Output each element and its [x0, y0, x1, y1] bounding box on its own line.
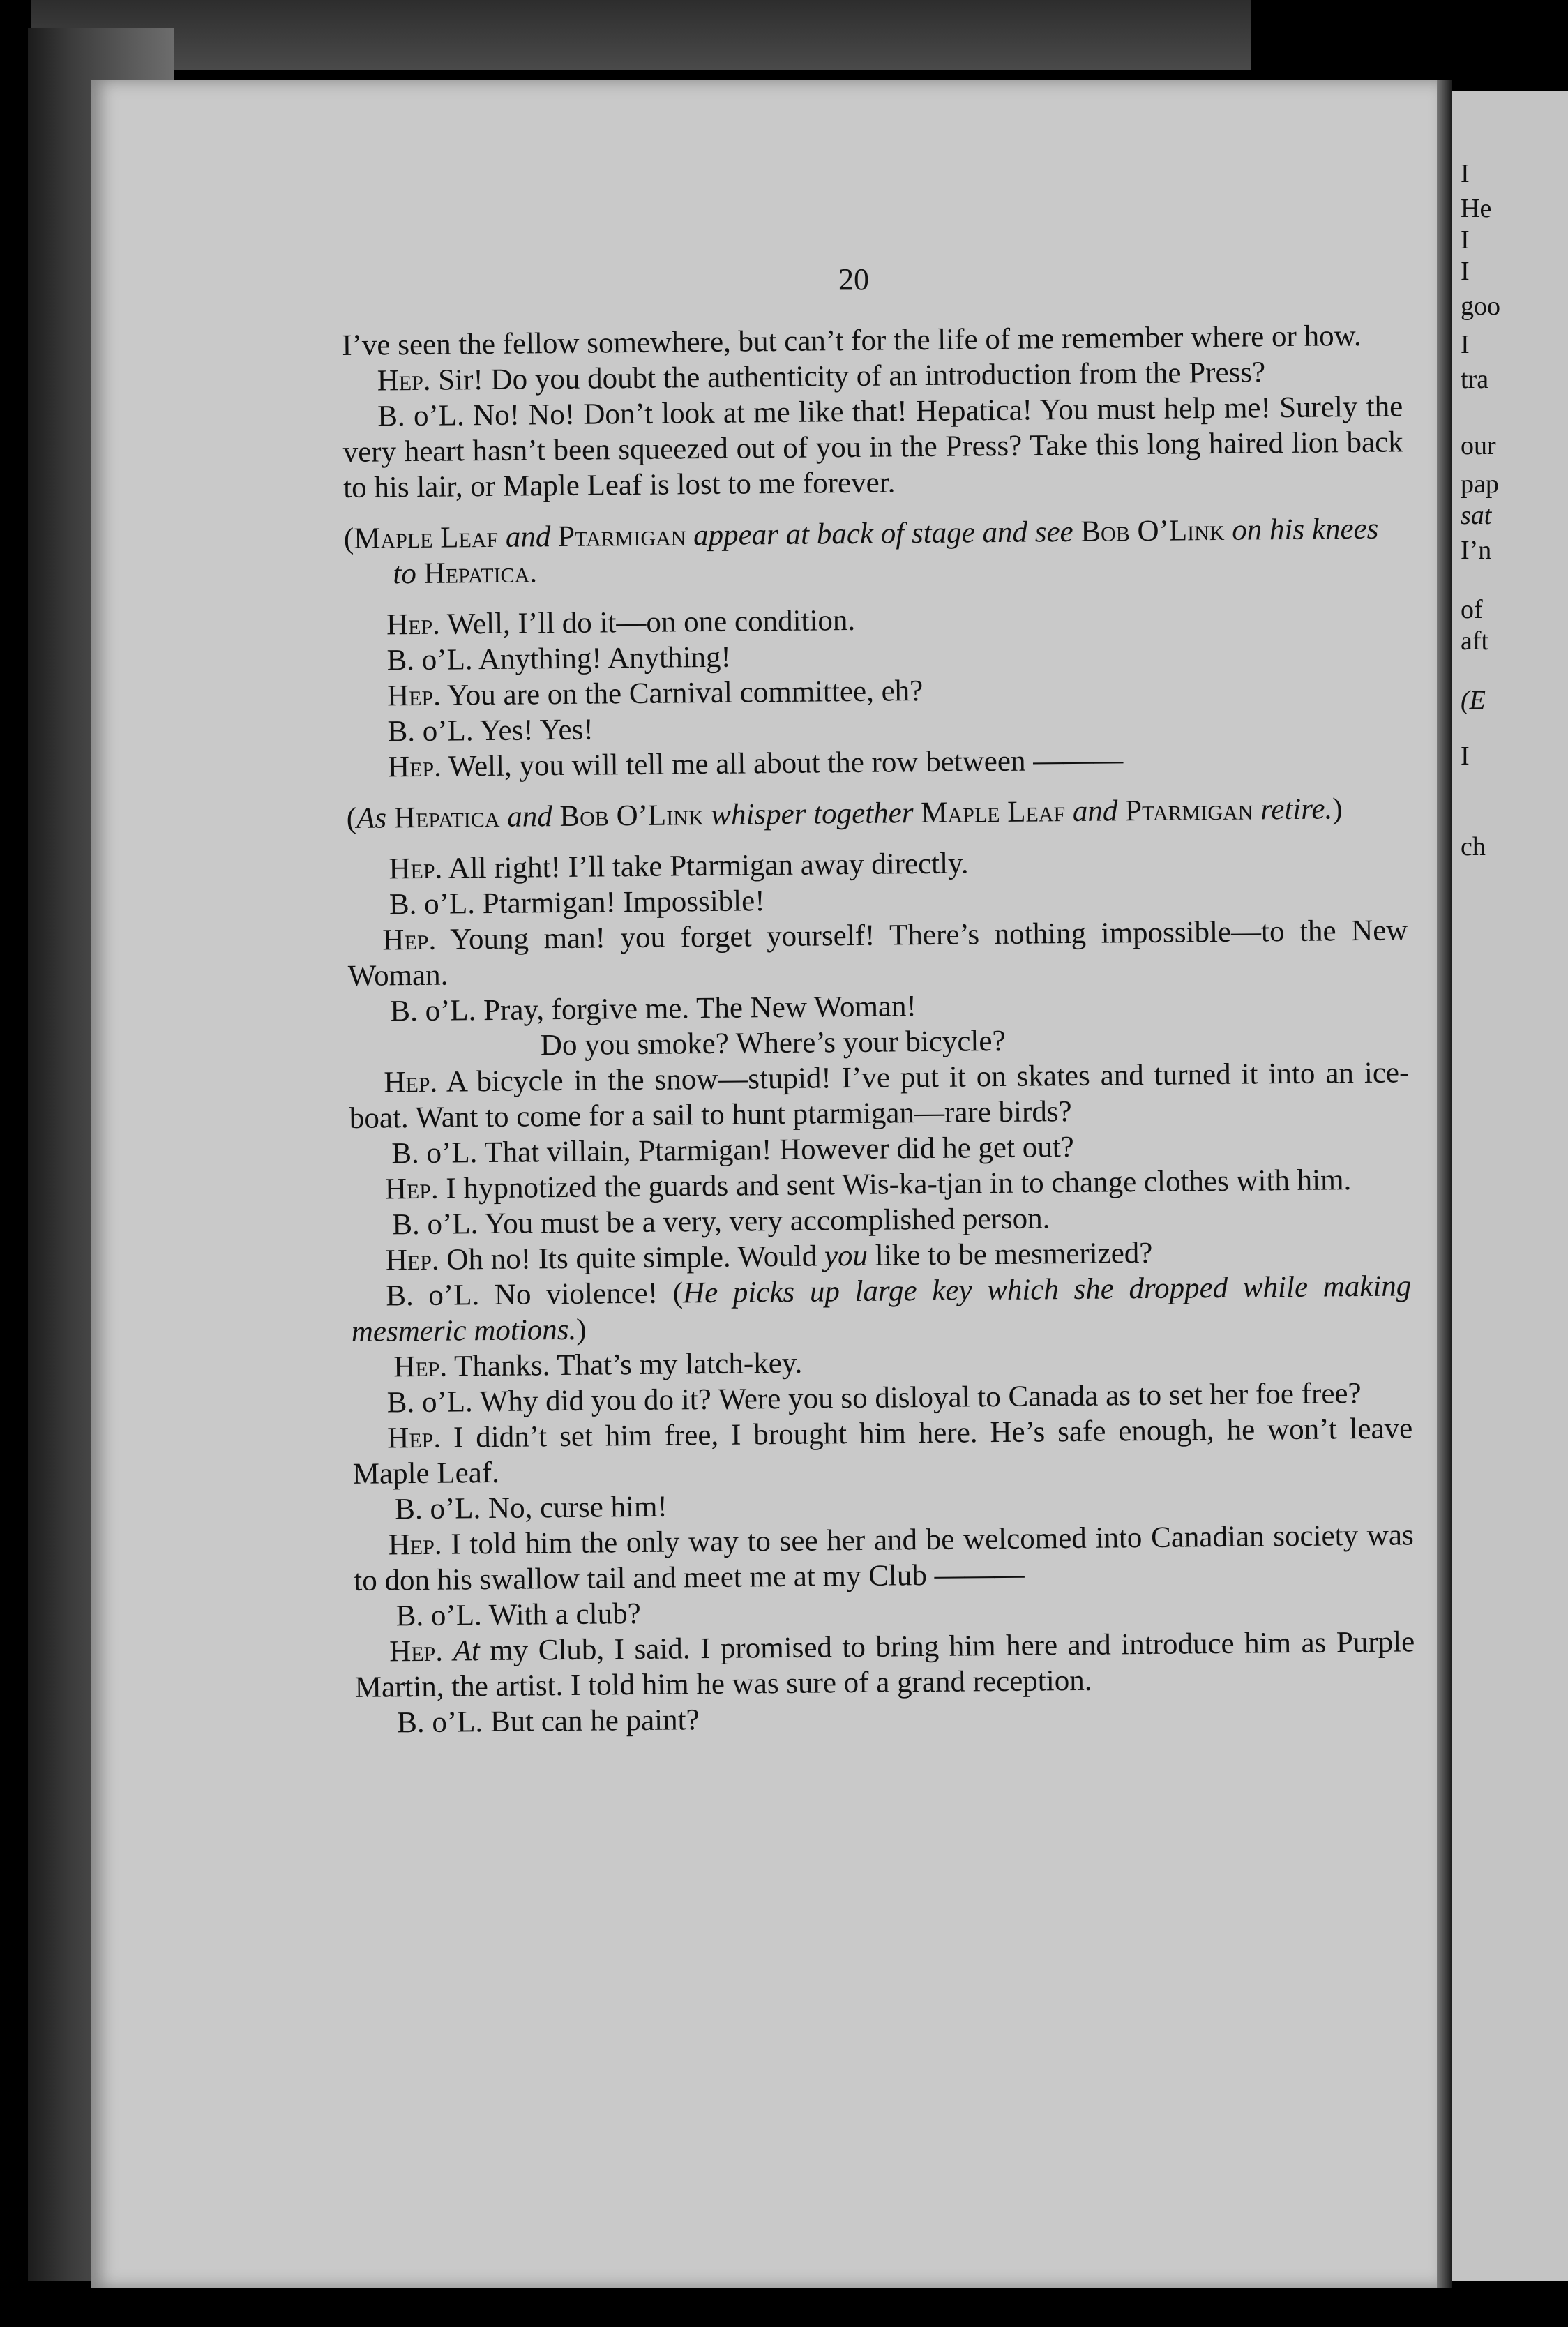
italic-text: on his knees to	[393, 512, 1379, 591]
facing-page-line: I	[1461, 330, 1470, 359]
speaker-name: Hep.	[385, 1243, 439, 1277]
text-run: (	[343, 522, 354, 555]
italic-text: appear at back of stage and see	[686, 515, 1081, 552]
facing-page-fragment	[1452, 91, 1568, 2281]
speaker-name: Maple Leaf	[354, 520, 499, 555]
text-run: I didn’t set him free, I brought him here. He’s safe enough, he won’t leave Maple Leaf.	[352, 1412, 1413, 1491]
speaker-name: Hep.	[393, 1350, 448, 1384]
facing-page-line: of	[1461, 595, 1483, 624]
speaker-name: Hep.	[386, 679, 442, 713]
facing-page-line: aft	[1461, 626, 1489, 656]
text-run: B. o’L. With a club?	[395, 1597, 641, 1633]
speaker-name: Hep.	[389, 852, 443, 886]
facing-page-line: I’n	[1461, 536, 1492, 565]
dialogue-line	[349, 1055, 1410, 1136]
text-run: Do you smoke? Where’s your bicycle?	[540, 1024, 1006, 1062]
text-run: Well, I’ll do it—on one condition.	[439, 603, 856, 641]
speaker-name: Hep.	[382, 923, 437, 957]
facing-page-line: I	[1461, 257, 1470, 286]
text-run: Oh no! Its quite simple. Would	[439, 1240, 825, 1277]
facing-page-line: goo	[1461, 292, 1500, 321]
text-run: my Club, I said. I promised to bring him here and introduce him as Purple Martin, the artist. I told him he was sure of a grand reception.	[354, 1625, 1415, 1704]
speaker-name: Maple Leaf	[921, 795, 1066, 830]
text-run: B. o’L. No, curse him!	[395, 1490, 668, 1526]
italic-text: and	[499, 800, 560, 834]
dialogue-line	[342, 389, 1403, 506]
text-run: B. o’L. No violence! (	[386, 1277, 684, 1313]
page-gutter	[1437, 80, 1452, 2288]
speaker-name: Bob O’Link	[559, 799, 704, 834]
facing-page-line: I	[1461, 225, 1470, 255]
speaker-name: Hep.	[384, 1065, 438, 1099]
dialogue-line	[354, 1517, 1415, 1599]
dialogue-line	[347, 912, 1408, 994]
text-run: Sir! Do you doubt the authenticity of an introduction from the Press?	[430, 356, 1266, 397]
speaker-name: Bob O’Link	[1080, 513, 1225, 548]
facing-page-line: sat	[1461, 501, 1492, 530]
facing-page-line: I	[1461, 741, 1470, 771]
text-run: All right! I’ll take Ptarmigan away directly.	[442, 847, 969, 885]
italic-text: and	[497, 520, 559, 554]
speaker-name: Hep.	[377, 363, 431, 398]
text-run: )	[576, 1313, 587, 1346]
italic-text: you	[824, 1239, 868, 1273]
text-run: Thanks. That’s my latch-key.	[446, 1346, 803, 1383]
stage-direction	[347, 790, 1407, 836]
text-run: B. o’L. No! No! Don’t look at me like that! Hepatica! You must help me! Surely the very heart hasn’t been squeezed out of you in the Press? Take this long haired lion back to his lair, or Maple Leaf is lost to me forever.	[342, 390, 1403, 504]
facing-page-line: (E	[1461, 686, 1486, 715]
italic-text: At	[453, 1634, 481, 1668]
text-run: I’ve seen the fellow somewhere, but can’t for the life of me remember where or how.	[342, 319, 1362, 362]
text-run: Young man! you forget yourself! There’s nothing impossible—to the New Woman.	[347, 914, 1408, 993]
text-run: Well, you will tell me all about the row between ———	[441, 744, 1124, 783]
dialogue-line	[351, 1268, 1412, 1350]
text-run: You are on the Carnival committee, eh?	[440, 675, 924, 712]
facing-page-line: tra	[1461, 365, 1489, 394]
text-run: (	[346, 801, 357, 835]
italic-text: whisper together	[703, 797, 921, 832]
text-run: )	[1332, 792, 1343, 826]
speaker-name: Ptarmigan	[1124, 793, 1253, 828]
facing-page-line: He	[1461, 194, 1492, 223]
text-run: B. o’L. But can he paint?	[396, 1703, 700, 1740]
facing-page-line: our	[1461, 431, 1496, 460]
text-run: B. o’L. Why did you do it? Were you so disloyal to Canada as to set her foe free?	[386, 1377, 1362, 1419]
binding-edge	[31, 0, 1251, 70]
text-run: B. o’L. You must be a very, very accomplished person.	[392, 1202, 1050, 1242]
text-run: B. o’L. Anything! Anything!	[386, 640, 732, 677]
speaker-name: Ptarmigan	[557, 519, 686, 554]
text-run: I hypnotized the guards and sent Wis-ka-tjan in to change clothes with him.	[438, 1164, 1352, 1205]
facing-page-line: ch	[1461, 832, 1486, 861]
text-run	[443, 1635, 453, 1668]
text-run: B. o’L. Pray, forgive me. The New Woman!	[390, 990, 917, 1028]
speaker-name: Hep.	[386, 608, 441, 642]
facing-page-line: pap	[1461, 469, 1499, 499]
text-run: like to be mesmerized?	[867, 1236, 1153, 1272]
italic-text: and	[1064, 795, 1126, 829]
speaker-name: Hepatica	[423, 556, 530, 590]
speaker-name: Hep.	[387, 1421, 442, 1455]
text-run: A bicycle in the snow—stupid! I’ve put it on skates and turned it into an ice-boat. Want to come for a sail to hunt ptarmigan—rare birds?	[349, 1056, 1410, 1135]
text-run: B. o’L. That villain, Ptarmigan! However did he get out?	[391, 1130, 1074, 1170]
italic-text: He picks up large key which she dropped while making mesmeric motions.	[351, 1270, 1412, 1348]
stage-direction	[344, 511, 1405, 592]
text-run: B. o’L. Yes! Yes!	[387, 713, 594, 748]
dialogue-line	[354, 1624, 1415, 1705]
play-text-block	[342, 317, 1415, 1740]
speaker-name: Hep.	[388, 1528, 442, 1562]
text-run: .	[529, 556, 538, 589]
facing-page-line: I	[1461, 159, 1470, 188]
text-run: B. o’L. Ptarmigan! Impossible!	[389, 884, 765, 921]
speaker-name: Hep.	[384, 1172, 439, 1206]
dialogue-line	[352, 1410, 1413, 1492]
italic-text: retire.	[1253, 792, 1333, 827]
page-number: 20	[838, 262, 869, 296]
text-run: I told him the only way to see her and be welcomed into Canadian society was to don his swallow tail and meet me at my Club ———	[354, 1519, 1414, 1597]
speaker-name: Hepatica	[393, 800, 500, 835]
speaker-name: Hep.	[389, 1634, 444, 1669]
italic-text: As	[356, 801, 395, 835]
speaker-name: Hep.	[387, 750, 442, 784]
